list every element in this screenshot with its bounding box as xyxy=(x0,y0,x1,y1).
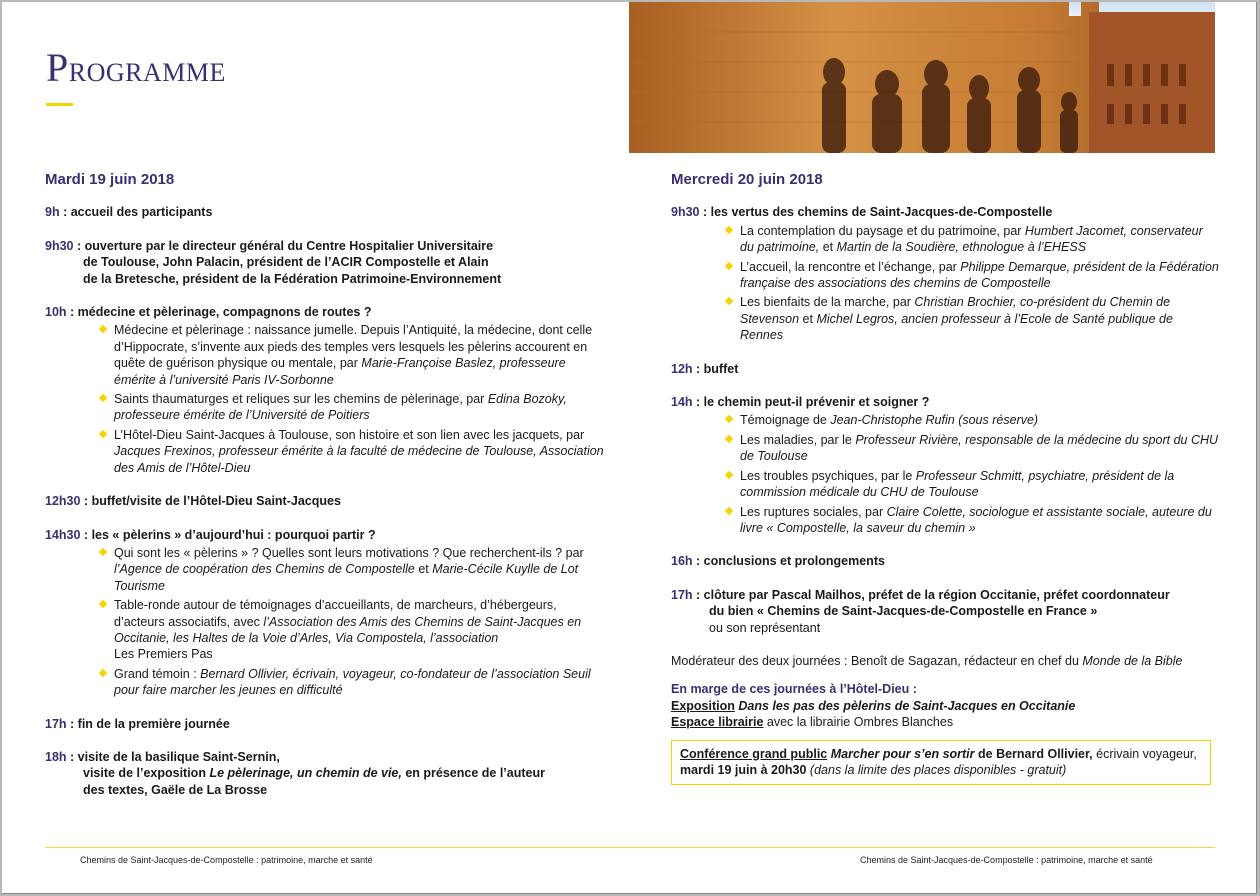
list-item: Qui sont les « pèlerins » ? Quelles sont leurs motivations ? Que recherchent-ils ? par l’Agence de coopération des Chemins de Compostelle et Marie-Cécile Kuylle de Lot Tourisme xyxy=(113,545,605,594)
program-item: 9h30 : les vertus des chemins de Saint-Jacques-de-Compostelle La contemplation du paysage et du patrimoine, par Humbert Jacomet, conservateur du patrimoine, et Martin de la Soudière, ethnologue à l’EHESS L’accueil, la rencontre et l’échange, par Philippe Demarque, président de la Fédération française des associations des chemins de Compostelle Les bienfaits de la marche, par Christian Brochier, co-président du Chemin de Stevenson et Michel Legros, ancien professeur à l’Ecole de Santé publique de Rennes xyxy=(671,205,1219,343)
diamond-bullet-icon xyxy=(99,325,107,333)
talk-list xyxy=(45,545,605,699)
diamond-bullet-icon xyxy=(725,435,733,443)
time-label: 9h30 xyxy=(671,205,700,220)
item-title: accueil des participants xyxy=(70,205,213,220)
left-column xyxy=(45,172,605,815)
title-rest: ROGRAMME xyxy=(68,58,226,87)
item-title: conclusions et prolongements xyxy=(703,554,885,569)
item-title: visite de la basilique Saint-Sernin, xyxy=(77,749,280,764)
program-item: 17h : fin de la première journée xyxy=(45,716,230,731)
program-item: 17h : clôture par Pascal Mailhos, préfet de la région Occitanie, préfet coordonnateur du bien « Chemins de Saint-Jacques-de-Compostelle en France » ou son représentant xyxy=(671,587,1219,636)
time-label: 14h xyxy=(671,395,693,410)
conference-label: Conférence grand public xyxy=(680,746,828,761)
header-photo xyxy=(629,2,1215,153)
list-item: Saints thaumaturges et reliques sur les chemins de pèlerinage, par Edina Bozoky, professeure émérite de l’Université de Poitiers xyxy=(113,391,605,424)
item-title: buffet/visite de l’Hôtel-Dieu Saint-Jacques xyxy=(91,494,341,509)
footer-left-text: Chemins de Saint-Jacques-de-Compostelle : patrimoine, marche et santé xyxy=(80,855,373,865)
diamond-bullet-icon xyxy=(99,600,107,608)
item-title-line: de la Bretesche, président de la Fédération Patrimoine-Environnement xyxy=(83,271,502,286)
program-item: 16h : conclusions et prolongements xyxy=(671,554,885,569)
program-item: 14h : le chemin peut-il prévenir et soigner ? Témoignage de Jean-Christophe Rufin (sous réserve) Les maladies, par le Professeur Rivière, responsable de la médecine du sport du CHU de Toulouse Les troubles psychiques, par le Professeur Schmitt, psychiatre, président de la commission médicale du CHU de Toulouse Les ruptures sociales, par Claire Colette, sociologue et assistante sociale, auteure du livre « Compostelle, la saveur du chemin » xyxy=(671,395,1219,535)
program-item: 14h30 : les « pèlerins » d’aujourd’hui : pourquoi partir ? Qui sont les « pèlerins » ? Quelles sont leurs motivations ? Que recherchent-ils ? par l’Agence de coopération des Chemins de Compostelle et Marie-Cécile Kuylle de Lot Tourisme Table-ronde autour de témoignages d’accueillants, de marcheurs, d’hébergeurs, d’acteurs associatifs, avec l’Association des Amis des Chemins de Saint-Jacques en Occitanie, les Haltes de la Voie d’Arles, Via Compostela, l’association Les Premiers Pas Grand témoin : Bernard Ollivier, écrivain, voyageur, co-fondateur de l’association Seuil pour faire marcher les jeunes en difficulté xyxy=(45,527,605,699)
time-label: 18h xyxy=(45,749,67,764)
item-title-line: des textes, Gaële de La Brosse xyxy=(83,782,268,797)
bookshop-line: Espace librairie avec la librairie Ombres Blanches xyxy=(671,715,954,730)
right-column xyxy=(671,172,1219,785)
time-label: 12h xyxy=(671,361,693,376)
exhibition-line: Exposition Dans les pas des pèlerins de Saint-Jacques en Occitanie xyxy=(671,698,1076,713)
footer-divider xyxy=(45,847,1215,848)
day-heading-tuesday: Mardi 19 juin 2018 xyxy=(45,171,175,188)
document-page xyxy=(2,2,1257,894)
diamond-bullet-icon xyxy=(725,297,733,305)
title-initial: P xyxy=(46,45,69,90)
diamond-bullet-icon xyxy=(725,506,733,514)
time-label: 17h xyxy=(671,587,693,602)
list-item: Table-ronde autour de témoignages d’accueillants, de marcheurs, d’hébergeurs, d’acteurs associatifs, avec l’Association des Amis des Chemins de Saint-Jacques en Occitanie, les Haltes de la Voie d’Arles, Via Compostela, l’association Les Premiers Pas xyxy=(113,597,605,663)
title-underline xyxy=(46,103,73,106)
program-item: 9h : accueil des participants xyxy=(45,205,213,220)
day-heading-wednesday: Mercredi 20 juin 2018 xyxy=(671,171,823,188)
bookshop-label: Espace librairie xyxy=(671,715,764,730)
list-item: Les ruptures sociales, par Claire Colette, sociologue et assistante sociale, auteure du livre « Compostelle, la saveur du chemin » xyxy=(739,504,1219,537)
moderator-note: Modérateur des deux journées : Benoît de Sagazan, rédacteur en chef du Monde de la Bible xyxy=(671,653,1183,668)
item-title-line: ou son représentant xyxy=(709,620,821,635)
item-title: les « pèlerins » d’aujourd’hui : pourquoi partir ? xyxy=(91,527,376,542)
list-item: Médecine et pèlerinage : naissance jumelle. Depuis l’Antiquité, la médecine, dont celle d’Hippocrate, s’invente aux pieds des temples vers lesquels les pèlerins accourent en quête de guérison physique ou mentale, par Marie-Françoise Baslez, professeure émérite à l’université Paris IV-Sorbonne xyxy=(113,322,605,388)
program-item: 12h : buffet xyxy=(671,361,739,376)
list-item: Les bienfaits de la marche, par Christian Brochier, co-président du Chemin de Stevenson et Michel Legros, ancien professeur à l’Ecole de Santé publique de Rennes xyxy=(739,294,1219,343)
talk-list xyxy=(45,322,605,476)
item-title: ouverture par le directeur général du Centre Hospitalier Universitaire xyxy=(84,238,494,253)
pilgrim-shadows-photo xyxy=(629,2,1215,153)
talk-list xyxy=(671,223,1219,344)
diamond-bullet-icon xyxy=(99,394,107,402)
item-title: le chemin peut-il prévenir et soigner ? xyxy=(703,395,930,410)
time-label: 14h30 xyxy=(45,527,81,542)
diamond-bullet-icon xyxy=(99,548,107,556)
time-label: 9h xyxy=(45,205,60,220)
item-title: buffet xyxy=(703,361,739,376)
item-title-line: de Toulouse, John Palacin, président de l’ACIR Compostelle et Alain xyxy=(83,255,489,270)
list-item: Les troubles psychiques, par le Professeur Schmitt, psychiatre, président de la commission médicale du CHU de Toulouse xyxy=(739,468,1219,501)
diamond-bullet-icon xyxy=(725,226,733,234)
footer-right-text: Chemins de Saint-Jacques-de-Compostelle : patrimoine, marche et santé xyxy=(860,855,1153,865)
time-label: 12h30 xyxy=(45,494,81,509)
item-title-line: visite de l’exposition Le pèlerinage, un chemin de vie, en présence de l’auteur xyxy=(83,766,545,781)
list-item: La contemplation du paysage et du patrimoine, par Humbert Jacomet, conservateur du patrimoine, et Martin de la Soudière, ethnologue à l’EHESS xyxy=(739,223,1219,256)
public-conference-box: Conférence grand public Marcher pour s’en sortir de Bernard Ollivier, écrivain voyageur, mardi 19 juin à 20h30 (dans la limite des places disponibles - gratuit) xyxy=(671,740,1211,786)
talk-list xyxy=(671,412,1219,536)
list-item: L’Hôtel-Dieu Saint-Jacques à Toulouse, son histoire et son lien avec les jacquets, par Jacques Frexinos, professeur émérite à la faculté de médecine de Toulouse, Association des Amis de l’Hôtel-Dieu xyxy=(113,427,605,476)
page-title xyxy=(46,45,226,90)
item-title: clôture par Pascal Mailhos, préfet de la région Occitanie, préfet coordonnateur xyxy=(703,587,1170,602)
list-item: Témoignage de Jean-Christophe Rufin (sous réserve) xyxy=(739,412,1219,428)
time-label: 9h30 xyxy=(45,238,74,253)
program-item: 10h : médecine et pèlerinage, compagnons de routes ? Médecine et pèlerinage : naissance jumelle. Depuis l’Antiquité, la médecine, dont celle d’Hippocrate, s’invente aux pieds des temples vers lesquels les pèlerins accourent en quête de guérison physique ou mentale, par Marie-Françoise Baslez, professeure émérite à l’université Paris IV-Sorbonne Saints thaumaturges et reliques sur les chemins de pèlerinage, par Edina Bozoky, professeure émérite de l’Université de Poitiers L’Hôtel-Dieu Saint-Jacques à Toulouse, son histoire et son lien avec les jacquets, par Jacques Frexinos, professeur émérite à la faculté de médecine de Toulouse, Association des Amis de l’Hôtel-Dieu xyxy=(45,305,604,475)
item-title: fin de la première journée xyxy=(77,716,230,731)
time-label: 10h xyxy=(45,305,67,320)
side-events-heading: En marge de ces journées à l’Hôtel-Dieu : xyxy=(671,682,917,697)
list-item: L’accueil, la rencontre et l’échange, par Philippe Demarque, président de la Fédération française des associations des chemins de Compostelle xyxy=(739,259,1219,292)
list-item: Les maladies, par le Professeur Rivière, responsable de la médecine du sport du CHU de Toulouse xyxy=(739,432,1219,465)
diamond-bullet-icon xyxy=(725,470,733,478)
item-title: médecine et pèlerinage, compagnons de routes ? xyxy=(77,305,372,320)
exhibition-label: Exposition xyxy=(671,698,735,713)
time-label: 16h xyxy=(671,554,693,569)
diamond-bullet-icon xyxy=(99,669,107,677)
time-label: 17h xyxy=(45,716,67,731)
diamond-bullet-icon xyxy=(99,430,107,438)
diamond-bullet-icon xyxy=(725,261,733,269)
list-item: Grand témoin : Bernard Ollivier, écrivain, voyageur, co-fondateur de l’association Seuil pour faire marcher les jeunes en difficulté xyxy=(113,666,605,699)
program-item: 12h30 : buffet/visite de l’Hôtel-Dieu Saint-Jacques xyxy=(45,494,341,509)
item-title: les vertus des chemins de Saint-Jacques-de-Compostelle xyxy=(710,205,1053,220)
program-item: 9h30 : ouverture par le directeur général du Centre Hospitalier Universitaire de Toulouse, John Palacin, président de l’ACIR Compostelle et Alain de la Bretesche, président de la Fédération Patrimoine-Environnement xyxy=(45,238,605,287)
diamond-bullet-icon xyxy=(725,415,733,423)
program-item: 18h : visite de la basilique Saint-Sernin, visite de l’exposition Le pèlerinage, un chemin de vie, en présence de l’auteur des textes, Gaële de La Brosse xyxy=(45,749,605,798)
item-title-line: du bien « Chemins de Saint-Jacques-de-Compostelle en France » xyxy=(709,604,1098,619)
